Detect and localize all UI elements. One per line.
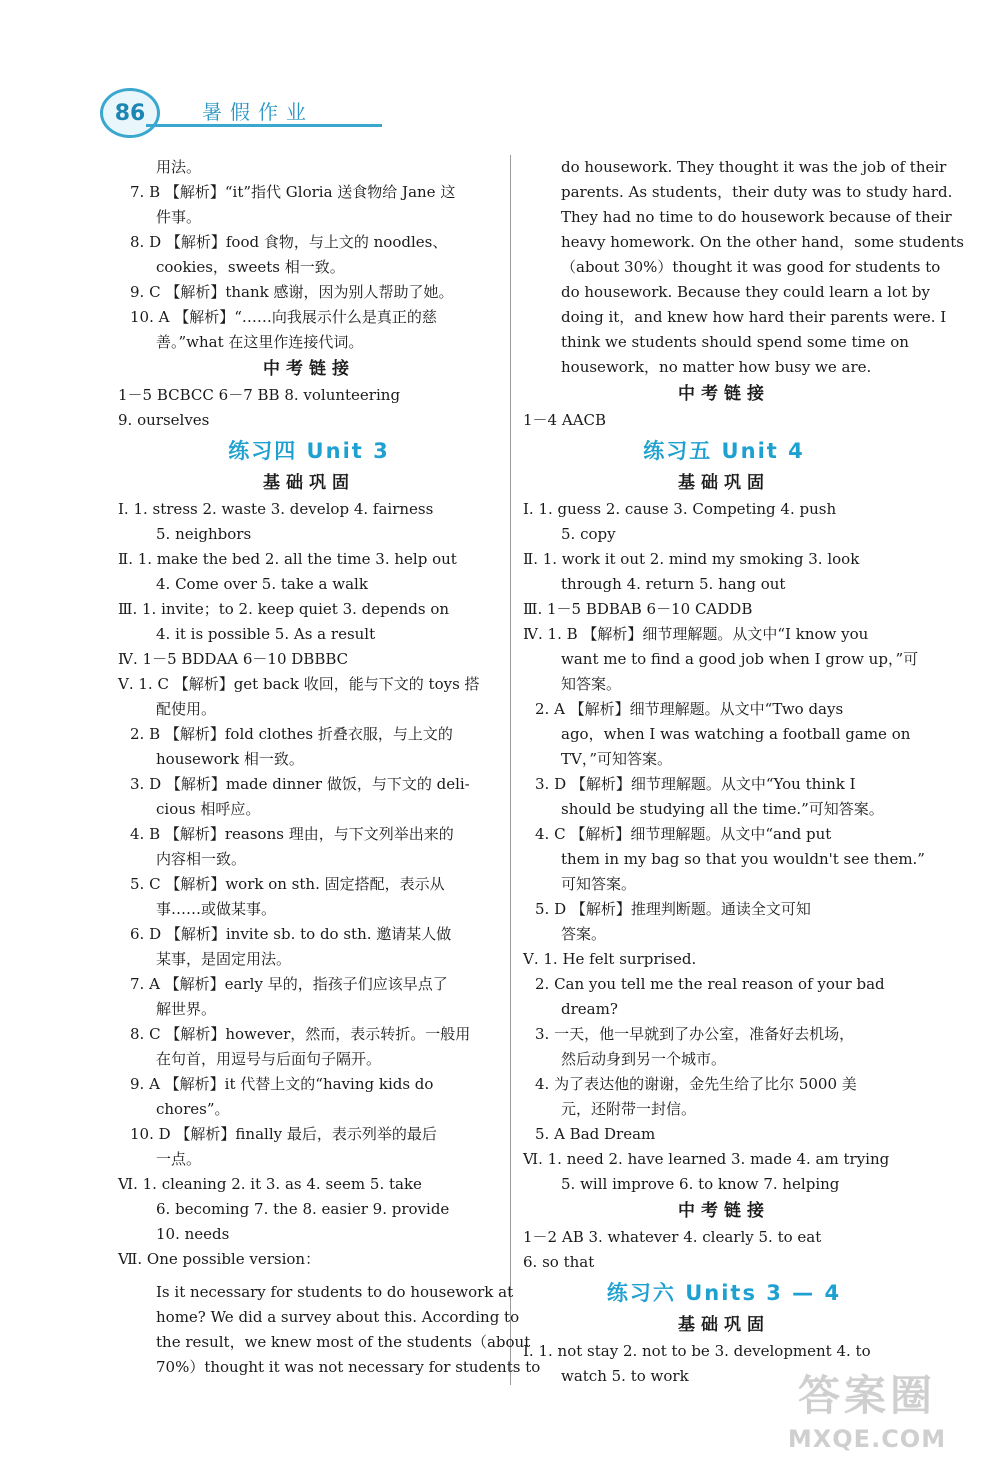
answer-line: Ⅱ. 1. make the bed 2. all the time 3. help out — [118, 550, 457, 568]
page-header — [92, 82, 392, 142]
answer-line: 8. C 【解析】however，然而，表示转折。一般用 — [130, 1025, 471, 1043]
answer-line: 件事。 — [156, 208, 202, 226]
answer-line: housework 相一致。 — [156, 750, 304, 768]
answer-line: Ⅱ. 1. work it out 2. mind my smoking 3. look — [523, 550, 860, 568]
answer-line: 元，还附带一封信。 — [561, 1100, 697, 1118]
answer-line: 解世界。 — [156, 1000, 217, 1018]
answer-line: （about 30%）thought it was good for students to — [561, 258, 941, 276]
answer-line: housework，no matter how busy we are. — [561, 358, 872, 376]
answer-line: 4. it is possible 5. As a result — [156, 625, 376, 643]
answer-line: 在句首，用逗号与后面句子隔开。 — [156, 1050, 382, 1068]
answer-line: 2. B 【解析】fold clothes 折叠衣服，与上文的 — [130, 725, 453, 743]
answer-line: 6. so that — [523, 1253, 595, 1271]
section-subheading: 中考链接 — [678, 1201, 770, 1221]
answer-line: 5. A Bad Dream — [535, 1125, 656, 1143]
exercise-title: 练习五 Unit 4 — [643, 439, 805, 463]
answer-line: 5. C 【解析】work on sth. 固定搭配，表示从 — [130, 875, 445, 893]
answer-line: Ⅶ. One possible version： — [118, 1250, 321, 1268]
answer-line: chores”。 — [156, 1100, 230, 1118]
watermark-logo-text: 答案圈 — [797, 1371, 936, 1420]
page-number: 86 — [100, 88, 160, 138]
answer-line: cious 相呼应。 — [156, 800, 261, 818]
answer-line: heavy homework. On the other hand，some students — [561, 233, 964, 251]
answer-line: 10. A 【解析】“……向我展示什么是真正的慈 — [130, 308, 437, 326]
answer-line: 4. C 【解析】细节理解题。从文中“and put — [535, 825, 832, 843]
answer-line: 3. D 【解析】made dinner 做饭，与下文的 deli- — [130, 775, 470, 793]
answer-line: 9. ourselves — [118, 411, 210, 429]
spacer — [118, 1272, 500, 1280]
answer-line: 5. D 【解析】推理判断题。通读全文可知 — [535, 900, 811, 918]
answer-line: 善。”what 在这里作连接代词。 — [156, 333, 364, 351]
answer-line: the result，we knew most of the students（about — [156, 1333, 531, 1351]
answer-line: ago，when I was watching a football game on — [561, 725, 911, 743]
answer-line: Ⅲ. 1. invite；to 2. keep quiet 3. depends on — [118, 600, 450, 618]
answer-line: 然后动身到另一个城市。 — [561, 1050, 727, 1068]
answer-line: They had no time to do housework because of their — [561, 208, 952, 226]
right-column — [523, 155, 964, 1389]
left-column — [118, 155, 541, 1380]
answer-line: 4. B 【解析】reasons 理由，与下文列举出来的 — [130, 825, 454, 843]
answer-line: 7. B 【解析】“it”指代 Gloria 送食物给 Jane 这 — [130, 183, 456, 201]
answer-line: 某事，是固定用法。 — [156, 950, 292, 968]
answer-line: think we students should spend some time on — [561, 333, 909, 351]
answer-line: Is it necessary for students to do housework at — [156, 1283, 514, 1301]
answer-line: 3. D 【解析】细节理解题。从文中“You think I — [535, 775, 856, 793]
answer-line: 6. becoming 7. the 8. easier 9. provide — [156, 1200, 450, 1218]
answer-line: TV，”可知答案。 — [561, 750, 673, 768]
answer-line: 答案。 — [561, 925, 607, 943]
answer-line: dream? — [561, 1000, 618, 1018]
answer-line: 可知答案。 — [561, 875, 637, 893]
watermark-url: MXQE.COM — [787, 1425, 947, 1453]
answer-line: them in my bag so that you wouldn't see them.” — [561, 850, 925, 868]
answer-line: Ⅵ. 1. need 2. have learned 3. made 4. am trying — [523, 1150, 890, 1168]
answer-line: 7. A 【解析】early 早的，指孩子们应该早点了 — [130, 975, 448, 993]
answer-line: cookies，sweets 相一致。 — [156, 258, 345, 276]
answer-line: 1－2 AB 3. whatever 4. clearly 5. to eat — [523, 1228, 822, 1246]
answer-line: should be studying all the time.”可知答案。 — [561, 800, 884, 818]
answer-line: home? We did a survey about this. According to — [156, 1308, 520, 1326]
answer-line: 2. Can you tell me the real reason of your bad — [535, 975, 885, 993]
answer-line: 知答案。 — [561, 675, 622, 693]
section-subheading: 中考链接 — [678, 384, 770, 404]
answer-line: 内容相一致。 — [156, 850, 247, 868]
answer-line: do housework. Because they could learn a lot by — [561, 283, 930, 301]
answer-line: 5. copy — [561, 525, 616, 543]
answer-line: 用法。 — [156, 158, 202, 176]
exercise-title: 练习六 Units 3 — 4 — [606, 1281, 842, 1305]
answer-line: Ⅵ. 1. cleaning 2. it 3. as 4. seem 5. take — [118, 1175, 422, 1193]
section-subheading: 基础巩固 — [678, 473, 770, 493]
answer-line: 4. Come over 5. take a walk — [156, 575, 368, 593]
answer-line: 配使用。 — [156, 700, 217, 718]
answer-line: 5. will improve 6. to know 7. helping — [561, 1175, 840, 1193]
answer-line: 9. C 【解析】thank 感谢，因为别人帮助了她。 — [130, 283, 454, 301]
answer-line: 1－4 AACB — [523, 411, 607, 429]
section-subheading: 基础巩固 — [263, 473, 355, 493]
answer-line: Ⅴ. 1. C 【解析】get back 收回，能与下文的 toys 搭 — [118, 675, 480, 693]
section-subheading: 基础巩固 — [678, 1315, 770, 1335]
answer-line: Ⅳ. 1－5 BDDAA 6－10 DBBBC — [118, 650, 349, 668]
answer-line: 事……或做某事。 — [156, 900, 277, 918]
answer-line: 70%）thought it was not necessary for students to — [156, 1358, 541, 1376]
column-divider — [510, 155, 511, 1385]
section-subheading: 中考链接 — [263, 359, 355, 379]
answer-line: 4. 为了表达他的谢谢，金先生给了比尔 5000 美 — [535, 1075, 857, 1093]
exercise-title: 练习四 Unit 3 — [228, 439, 390, 463]
answer-line: Ⅲ. 1－5 BDBAB 6－10 CADDB — [523, 600, 753, 618]
answer-line: Ⅰ. 1. not stay 2. not to be 3. development 4. to — [523, 1342, 871, 1360]
answer-line: 9. A 【解析】it 代替上文的“having kids do — [130, 1075, 434, 1093]
answer-line: Ⅴ. 1. He felt surprised. — [523, 950, 697, 968]
answer-line: Ⅰ. 1. guess 2. cause 3. Competing 4. push — [523, 500, 837, 518]
watermark — [752, 1368, 982, 1463]
answer-line: parents. As students，their duty was to study hard. — [561, 183, 953, 201]
page-title: 暑假作业 — [202, 100, 314, 124]
answer-line: want me to find a good job when I grow up，”可 — [561, 650, 919, 668]
answer-line: doing it，and knew how hard their parents were. I — [561, 308, 947, 326]
answer-line: 10. needs — [156, 1225, 230, 1243]
answer-line: do housework. They thought it was the job of their — [561, 158, 947, 176]
answer-line: 3. 一天，他一早就到了办公室，准备好去机场， — [535, 1025, 855, 1043]
answer-line: 10. D 【解析】finally 最后，表示列举的最后 — [130, 1125, 437, 1143]
answer-line: 一点。 — [156, 1150, 202, 1168]
answer-line: Ⅳ. 1. B 【解析】细节理解题。从文中“I know you — [523, 625, 869, 643]
answer-line: 8. D 【解析】food 食物，与上文的 noodles、 — [130, 233, 448, 251]
answer-line: 2. A 【解析】细节理解题。从文中“Two days — [535, 700, 844, 718]
answer-line: 6. D 【解析】invite sb. to do sth. 邀请某人做 — [130, 925, 452, 943]
answer-line: through 4. return 5. hang out — [561, 575, 786, 593]
answer-line: 1－5 BCBCC 6－7 BB 8. volunteering — [118, 386, 401, 404]
answer-line: Ⅰ. 1. stress 2. waste 3. develop 4. fairness — [118, 500, 434, 518]
answer-line: 5. neighbors — [156, 525, 252, 543]
answer-line: watch 5. to work — [561, 1367, 689, 1385]
